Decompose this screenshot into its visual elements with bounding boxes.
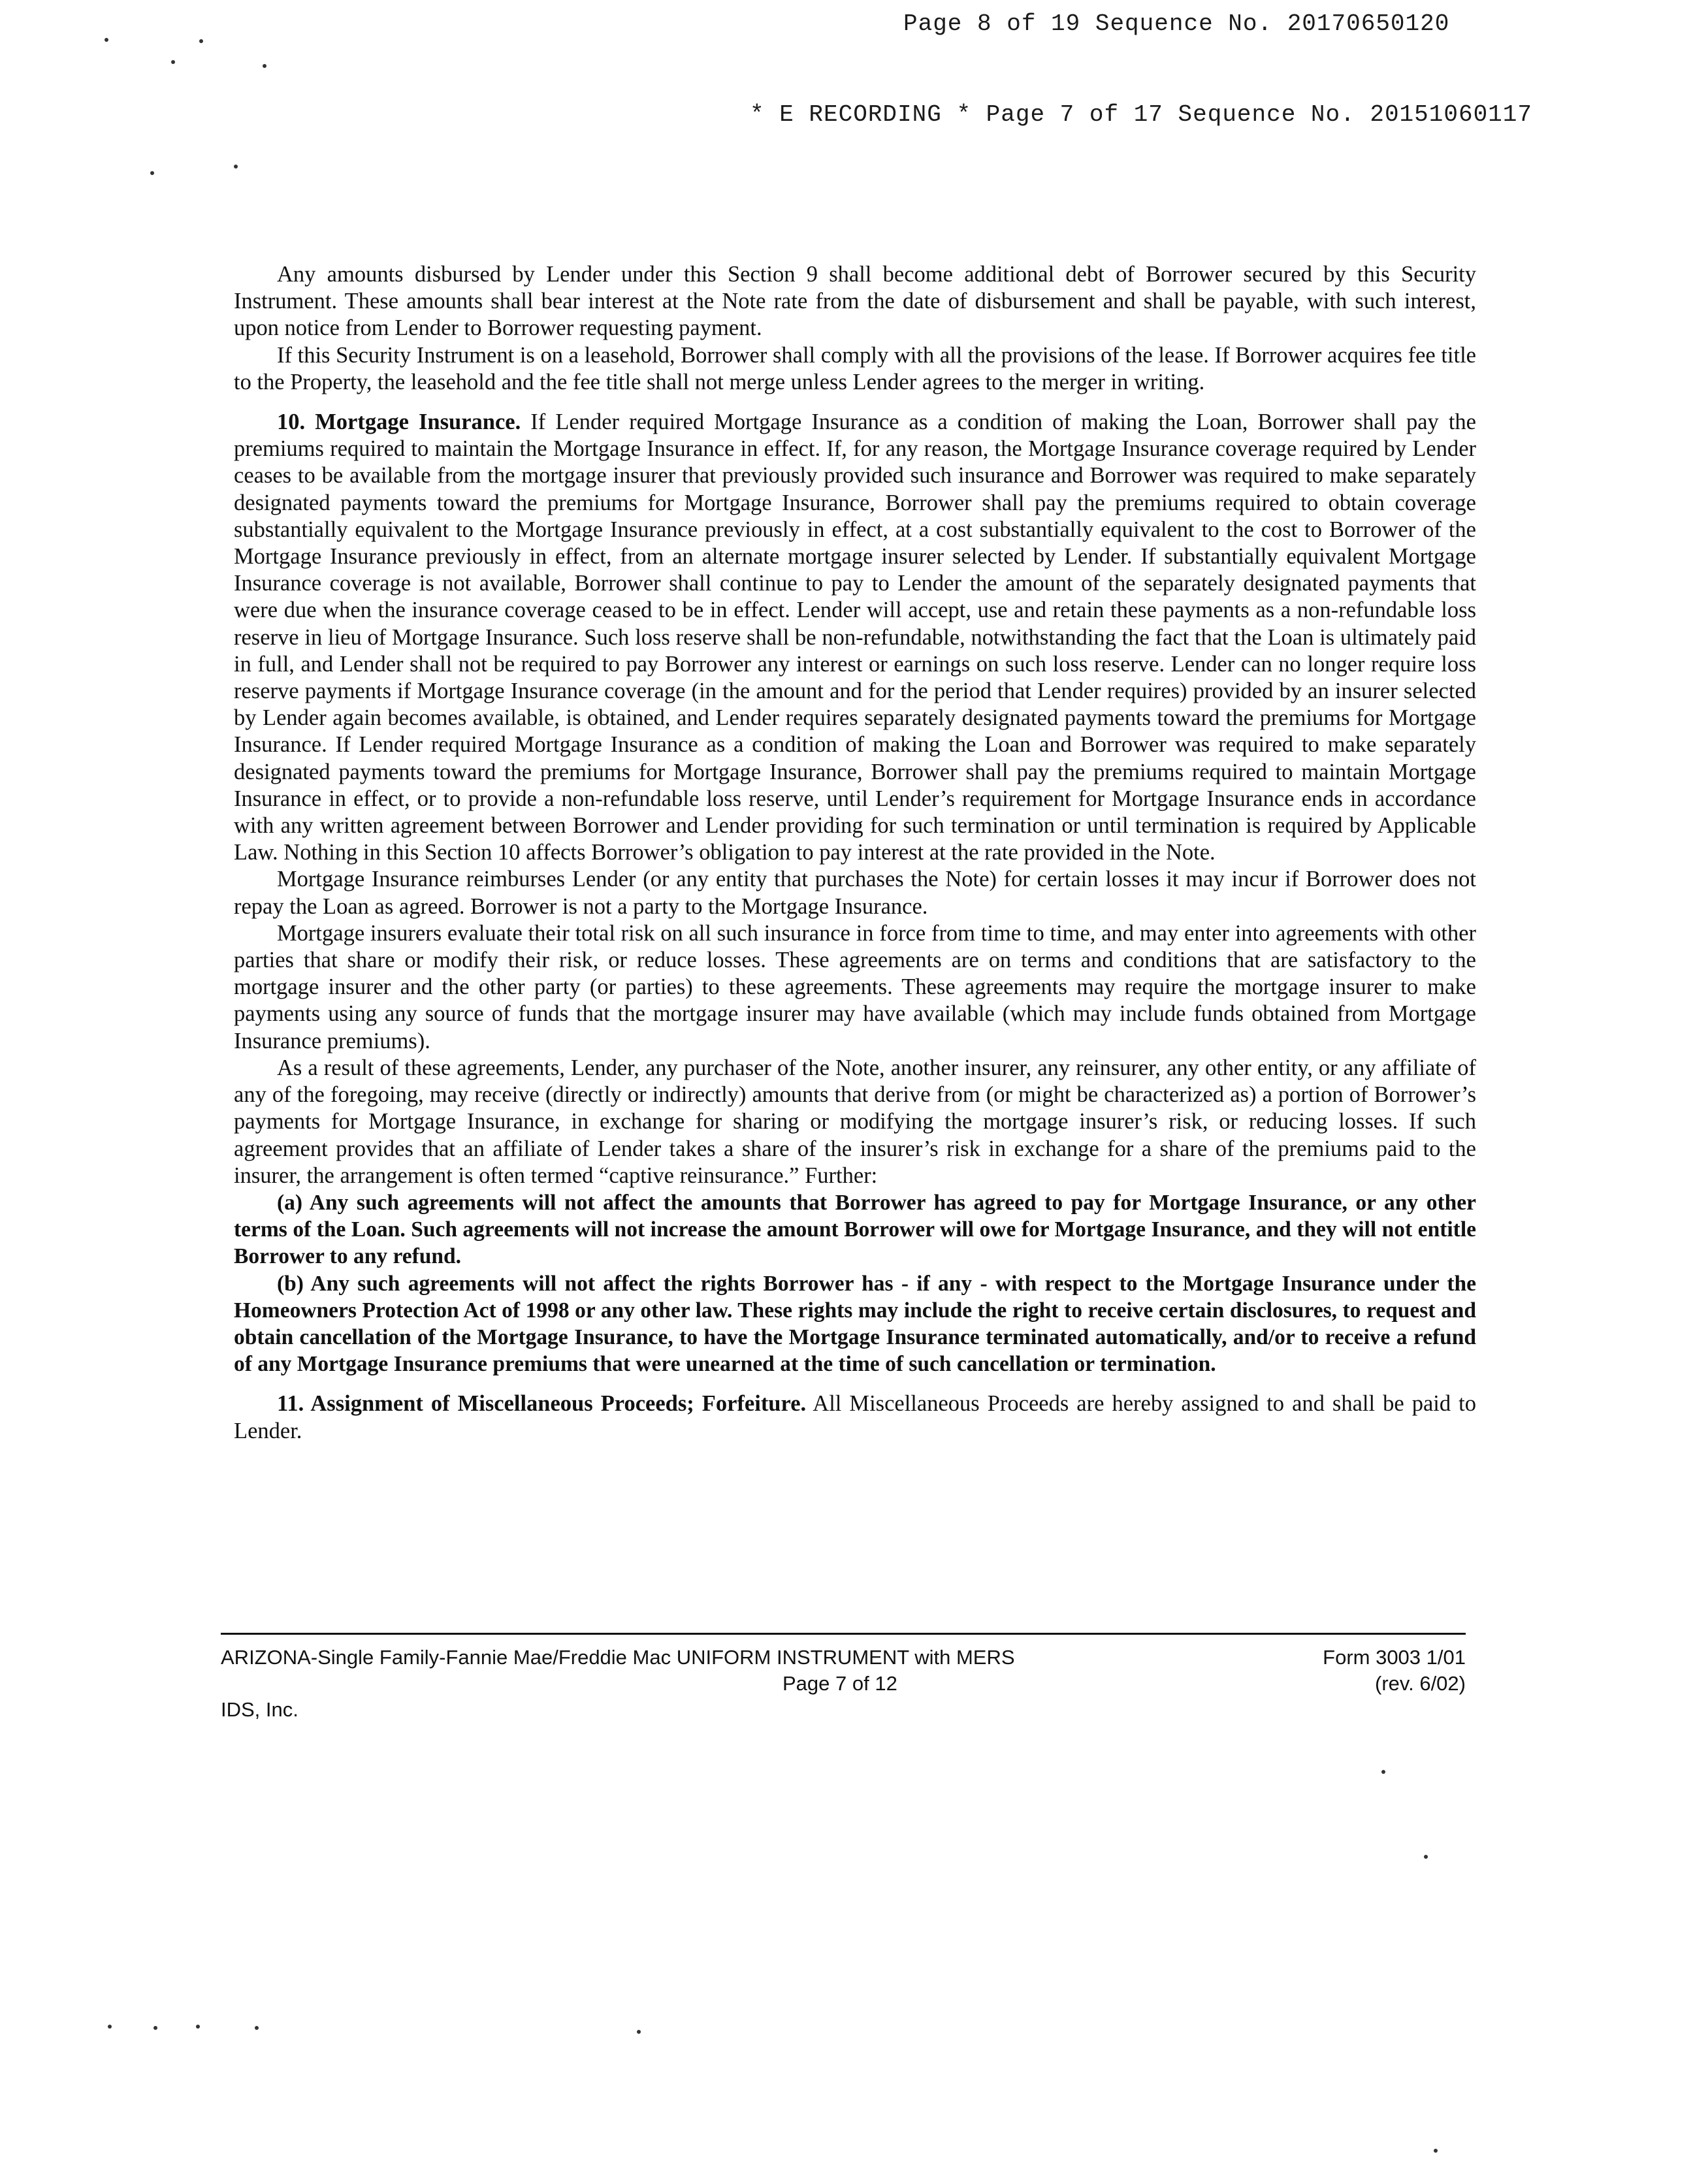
footer-page-number: Page 7 of 12 [782,1672,897,1695]
section-11-heading: 11. Assignment of Miscellaneous Proceeds; Forfeiture. [277,1391,807,1417]
paragraph-section-9-debt: Any amounts disbursed by Lender under this Section 9 shall become additional debt of Borrower secured by this Security Instrument. These amounts shall bear interest at the Note rate from the date of disbursement and shall be payable, with such interest, upon notice from Lender to Borrower requesting payment. [234,262,1476,341]
footer-form-name: ARIZONA-Single Family-Fannie Mae/Freddie Mac UNIFORM INSTRUMENT with MERS [221,1646,1015,1669]
scan-speck [255,2026,259,2030]
paragraph-mi-insurers: Mortgage insurers evaluate their total risk on all such insurance in force from time to time, and may enter into agreements with other parties that share or modify their risk, or reduce losses. These agreements are on terms and conditions that are satisfactory to the mortgage insurer and the other party (or parties) to these agreements. These agreements may require the mortgage insurer to make payments using any source of funds that the mortgage insurer may have available (which may include funds obtained from Mortgage Insurance premiums). [234,920,1476,1053]
scan-speck [153,2026,157,2030]
paragraph-clause-a: (a) Any such agreements will not affect the amounts that Borrower has agreed to pay for Mortgage Insurance, or any other terms of the Loan. Such agreements will not increase the amount Borrower will owe for Mortgage Insurance, and they will not entitle Borrower to any refund. [234,1190,1476,1269]
scan-speck [637,2030,641,2034]
paragraph-mi-reimburses: Mortgage Insurance reimburses Lender (or any entity that purchases the Note) for certain losses it may incur if Borrower does not repay the Loan as agreed. Borrower is not a party to the Mortgage Insurance. [234,867,1476,919]
footer-form-number: Form 3003 1/01 [1323,1646,1466,1669]
paragraph-clause-b: (b) Any such agreements will not affect the rights Borrower has - if any - with respect to the Mortgage Insurance under the Homeowners Protection Act of 1998 or any other law. These rights may include the right to receive certain disclosures, to request and obtain cancellation of the Mortgage Insurance, to have the Mortgage Insurance terminated automatically, and/or to receive a refund of any Mortgage Insurance premiums that were unearned at the time of such cancellation or termination. [234,1271,1476,1377]
paragraph-leasehold: If this Security Instrument is on a leasehold, Borrower shall comply with all the provisions of the lease. If Borrower acquires fee title to the Property, the leasehold and the fee title shall not merge unless Lender agrees to the merger in writing. [234,342,1476,394]
scan-speck [234,165,238,169]
scan-speck [150,171,154,175]
scan-speck [105,38,108,42]
section-11-assignment [234,1390,1476,1444]
section-10-mortgage-insurance [234,409,1476,866]
section-11-text: All Miscellaneous Proceeds are hereby assigned to and shall be paid to Lender. [234,1391,1477,1443]
scan-speck [263,64,266,68]
scan-speck [1424,1855,1428,1859]
scan-speck [196,2025,200,2029]
section-10-heading: 10. Mortgage Insurance. [277,410,521,435]
section-10-text: If Lender required Mortgage Insurance as a condition of making the Loan, Borrower shall pay the premiums required to maintain the Mortgage Insurance in effect. If, for any reason, the Mortgage Insurance coverage required by Lender ceases to be available from the mortgage insurer that previously provided such insurance and Borrower was required to make separately designated payments toward the premiums for Mortgage Insurance, Borrower shall pay the premiums required to obtain coverage substantially equivalent to the Mortgage Insurance previously in effect, at a cost substantially equivalent to the cost to Borrower of the Mortgage Insurance previously in effect, from an alternate mortgage insurer selected by Lender. If substantially equivalent Mortgage Insurance coverage is not available, Borrower shall continue to pay to Lender the amount of the separately designated payments that were due when the insurance coverage ceased to be in effect. Lender will accept, use and retain these payments as a non-refundable loss reserve in lieu of Mortgage Insurance. Such loss reserve shall be non-refundable, notwithstanding the fact that the Loan is ultimately paid in full, and Lender shall not be required to pay Borrower any interest or earnings on such loss reserve. Lender can no longer require loss reserve payments if Mortgage Insurance coverage (in the amount and for the period that Lender requires) provided by an insurer selected by Lender again becomes available, is obtained, and Lender requires separately designated payments toward the premiums for Mortgage Insurance. If Lender required Mortgage Insurance as a condition of making the Loan and Borrower was required to make separately designated payments toward the premiums for Mortgage Insurance, Borrower shall pay the premiums required to maintain Mortgage Insurance in effect, or to provide a non-refundable loss reserve, until Lender’s requirement for Mortgage Insurance ends in accordance with any written agreement between Borrower and Lender providing for such termination or until termination is required by Applicable Law. Nothing in this Section 10 affects Borrower’s obligation to pay interest at the rate provided in the Note. [234,410,1476,865]
footer-vendor: IDS, Inc. [221,1698,298,1721]
recording-sequence-stamp: Page 8 of 19 Sequence No. 20170650120 [903,10,1450,37]
paragraph-captive-reinsurance: As a result of these agreements, Lender, any purchaser of the Note, another insurer, any reinsurer, any other entity, or any affiliate of any of the foregoing, may receive (directly or indirectly) amounts that derive from (or might be characterized as) a portion of Borrower’s payments for Mortgage Insurance, in exchange for sharing or modifying the mortgage insurer’s risk, or reducing losses. If such agreement provides that an affiliate of Lender takes a share of the insurer’s risk in exchange for a share of the premiums paid to the insurer, the arrangement is often termed “captive reinsurance.” Further: [234,1055,1476,1188]
footer-revision: (rev. 6/02) [1375,1672,1466,1695]
scan-speck [1434,2149,1438,2153]
scan-speck [1381,1770,1385,1774]
footer-divider [221,1633,1466,1635]
document-body [234,261,1476,1445]
e-recording-stamp: * E RECORDING * Page 7 of 17 Sequence No. 20151060117 [750,101,1532,128]
scan-speck [199,39,203,43]
scan-speck [108,2025,112,2029]
scan-speck [171,60,175,64]
